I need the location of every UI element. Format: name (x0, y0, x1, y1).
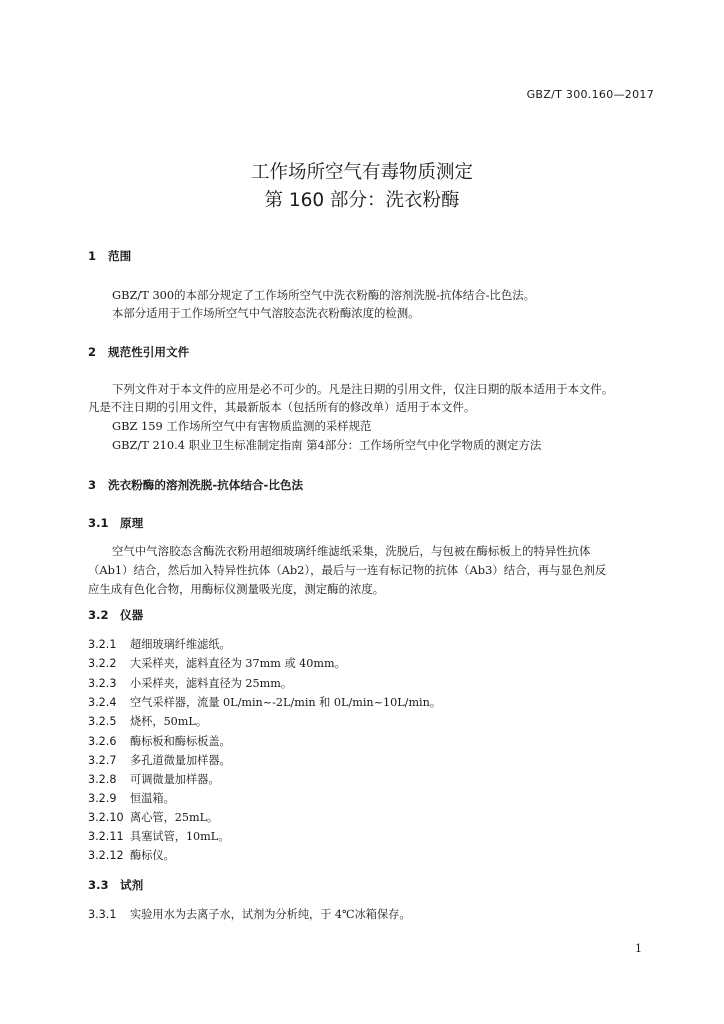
section-3-heading (88, 477, 303, 493)
reagent-item (88, 906, 411, 922)
item-text: 具塞试管，10mL。 (130, 830, 230, 843)
subsection-number: 3.2 (88, 608, 109, 622)
instrument-item (88, 771, 220, 787)
item-text: 实验用水为去离子水，试剂为分析纯，于 4℃冰箱保存。 (130, 908, 411, 921)
instrument-item (88, 752, 231, 768)
section-2-paragraph-line2: 凡是不注日期的引用文件，其最新版本（包括所有的修改单）适用于本文件。 (88, 400, 476, 414)
standard-code: GBZ/T 300.160—2017 (526, 88, 654, 101)
section-number: 1 (88, 249, 97, 263)
section-2-heading (88, 344, 189, 360)
subsection-number: 3.3 (88, 878, 109, 892)
item-text: 小采样夹，滤料直径为 25mm。 (130, 677, 293, 690)
instrument-item (88, 636, 231, 652)
document-title-line2: 第 160 部分：洗衣粉酶 (264, 190, 460, 211)
section-number: 2 (88, 345, 97, 359)
item-text: 烧杯，50mL。 (130, 715, 208, 728)
instrument-item (88, 828, 229, 844)
instrument-item (88, 790, 175, 806)
principle-line2: （Ab1）结合，然后加入特异性抗体（Ab2），最后与一连有标记物的抗体（Ab3）结合，再与显色剂反 (88, 563, 607, 577)
instrument-item (88, 809, 218, 825)
item-text: 大采样夹，滤料直径为 37mm 或 40mm。 (130, 657, 346, 670)
item-number: 3.2.8 (88, 773, 117, 786)
item-text: 酶标板和酶标板盖。 (130, 735, 231, 748)
item-text: 空气采样器，流量 0L/min~-2L/min 和 0L/min~10L/min。 (130, 696, 442, 709)
section-title: 规范性引用文件 (108, 345, 190, 359)
principle-line1: 空气中气溶胶态含酶洗衣粉用超细玻璃纤维滤纸采集，洗脱后，与包被在酶标板上的特异性抗体 (112, 544, 591, 558)
item-number: 3.2.3 (88, 677, 117, 690)
item-text: 多孔道微量加样器。 (130, 754, 231, 767)
section-number: 3 (88, 478, 97, 492)
item-text: 超细玻璃纤维滤纸。 (130, 638, 231, 651)
item-number: 3.2.2 (88, 657, 117, 670)
item-number: 3.3.1 (88, 908, 117, 921)
subsection-title: 仪器 (120, 608, 144, 622)
normative-reference-2: GBZ/T 210.4 职业卫生标准制定指南 第4部分：工作场所空气中化学物质的测定方法 (112, 438, 542, 452)
instrument-item (88, 847, 175, 863)
item-number: 3.2.5 (88, 715, 117, 728)
instrument-item (88, 694, 441, 710)
subsection-3-1-heading (88, 515, 143, 531)
instrument-item (88, 713, 207, 729)
instrument-item (88, 655, 346, 671)
instrument-item (88, 675, 292, 691)
item-text: 恒温箱。 (130, 792, 175, 805)
item-text: 离心管，25mL。 (130, 811, 219, 824)
item-number: 3.2.4 (88, 696, 117, 709)
item-number: 3.2.7 (88, 754, 117, 767)
document-title-line1: 工作场所空气有毒物质测定 (250, 162, 473, 183)
instrument-item (88, 733, 231, 749)
item-number: 3.2.6 (88, 735, 117, 748)
page-number: 1 (635, 942, 642, 955)
item-text: 可调微量加样器。 (130, 773, 220, 786)
item-text: 酶标仪。 (130, 849, 175, 862)
normative-reference-1: GBZ 159 工作场所空气中有害物质监测的采样规范 (112, 419, 372, 433)
section-1-heading (88, 248, 131, 264)
subsection-title: 试剂 (120, 878, 144, 892)
section-1-paragraph-1: GBZ/T 300的本部分规定了工作场所空气中洗衣粉酶的溶剂洗脱-抗体结合-比色法。 (112, 288, 535, 302)
item-number: 3.2.11 (88, 830, 124, 843)
subsection-3-3-heading (88, 877, 143, 893)
subsection-title: 原理 (120, 516, 144, 530)
subsection-number: 3.1 (88, 516, 109, 530)
item-number: 3.2.12 (88, 849, 124, 862)
item-number: 3.2.10 (88, 811, 124, 824)
section-title: 洗衣粉酶的溶剂洗脱-抗体结合-比色法 (108, 478, 304, 492)
section-title: 范围 (108, 249, 132, 263)
subsection-3-2-heading (88, 607, 143, 623)
principle-line3: 应生成有色化合物，用酶标仪测量吸光度，测定酶的浓度。 (88, 582, 385, 596)
section-2-paragraph-line1: 下列文件对于本文件的应用是必不可少的。凡是注日期的引用文件，仅注日期的版本适用于本文件。 (112, 382, 614, 396)
section-1-paragraph-2: 本部分适用于工作场所空气中气溶胶态洗衣粉酶浓度的检测。 (112, 306, 420, 320)
item-number: 3.2.1 (88, 638, 117, 651)
item-number: 3.2.9 (88, 792, 117, 805)
